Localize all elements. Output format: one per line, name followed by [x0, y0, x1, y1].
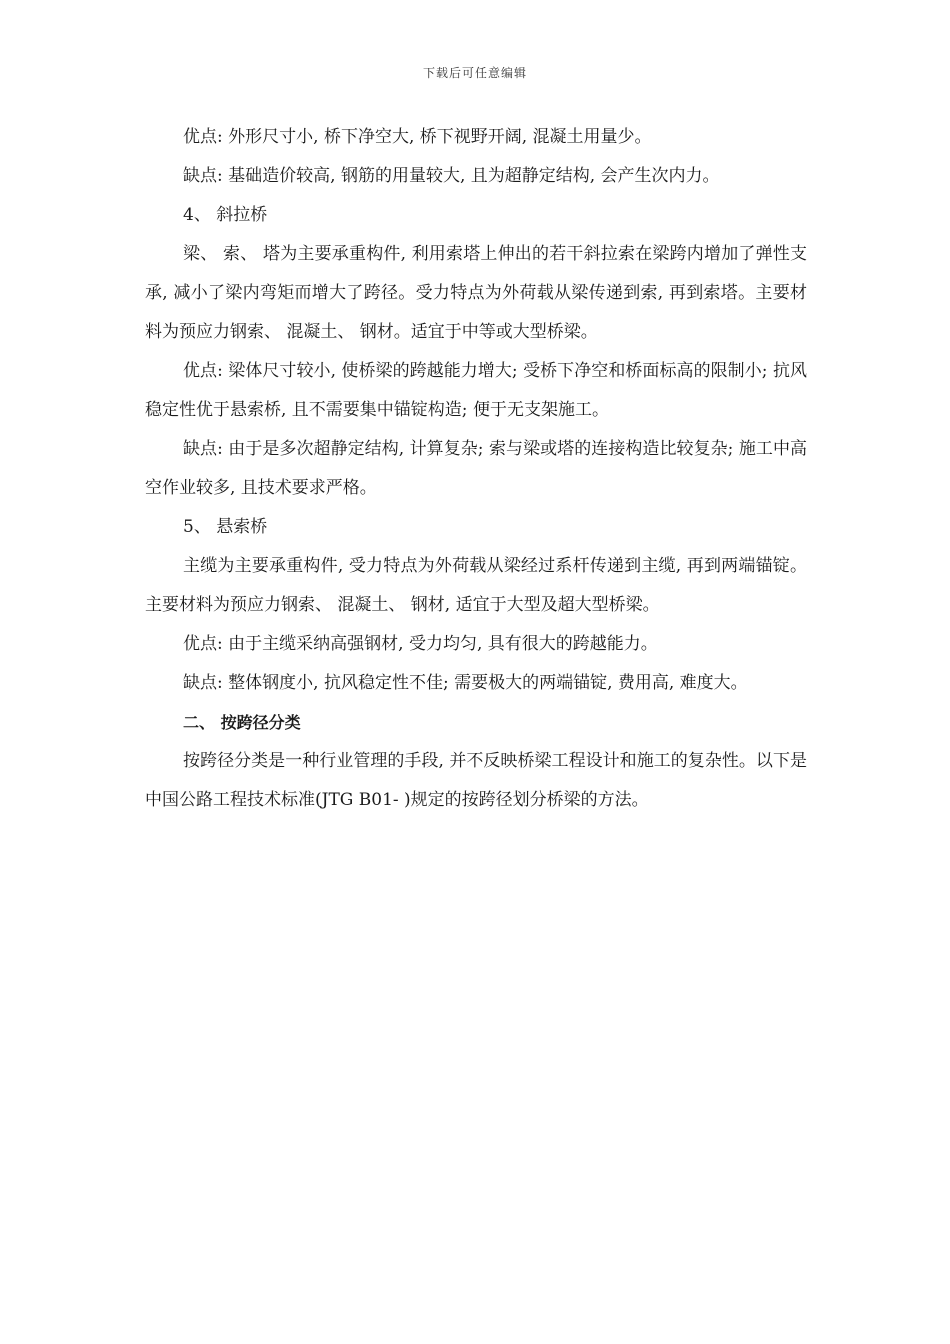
- paragraph-suspension-advantages: 优点: 由于主缆采纳高强钢材, 受力均匀, 具有很大的跨越能力。: [183, 634, 658, 654]
- paragraph-disadvantages-1: 缺点: 基础造价较高, 钢筋的用量较大, 且为超静定结构, 会产生次内力。: [183, 166, 720, 186]
- paragraph-advantages-1: 优点: 外形尺寸小, 桥下净空大, 桥下视野开阔, 混凝土用量少。: [183, 127, 652, 147]
- paragraph-suspension-disadvantages: 缺点: 整体钢度小, 抗风稳定性不佳; 需要极大的两端锚锭, 费用高, 难度大。: [183, 673, 748, 693]
- document-body: [145, 118, 807, 820]
- paragraph-cable-stayed-description: 梁、 索、 塔为主要承重构件, 利用索塔上伸出的若干斜拉索在梁跨内增加了弹性支承, 减小了梁内弯矩而增大了跨径。受力特点为外荷载从梁传递到索, 再到索塔。主要材料为预应力钢索、 混凝土、 钢材。适宜于中等或大型桥梁。: [145, 244, 807, 342]
- section-heading-suspension: 5、 悬索桥: [183, 517, 268, 537]
- section-heading-cable-stayed: 4、 斜拉桥: [183, 205, 268, 225]
- page-header: 下载后可任意编辑: [422, 66, 527, 80]
- paragraph-by-span-description: 按跨径分类是一种行业管理的手段, 并不反映桥梁工程设计和施工的复杂性。以下是中国公路工程技术标准(JTG B01- )规定的按跨径划分桥梁的方法。: [145, 751, 807, 810]
- paragraph-suspension-description: 主缆为主要承重构件, 受力特点为外荷载从梁经过系杆传递到主缆, 再到两端锚锭。主要材料为预应力钢索、 混凝土、 钢材, 适宜于大型及超大型桥梁。: [145, 556, 807, 615]
- paragraph-cable-stayed-advantages: 优点: 梁体尺寸较小, 使桥梁的跨越能力增大; 受桥下净空和桥面标高的限制小; 抗风稳定性优于悬索桥, 且不需要集中锚锭构造; 便于无支架施工。: [145, 361, 807, 420]
- paragraph-cable-stayed-disadvantages: 缺点: 由于是多次超静定结构, 计算复杂; 索与梁或塔的连接构造比较复杂; 施工中高空作业较多, 且技术要求严格。: [145, 439, 807, 498]
- section-heading-by-span: 二、 按跨径分类: [183, 713, 301, 732]
